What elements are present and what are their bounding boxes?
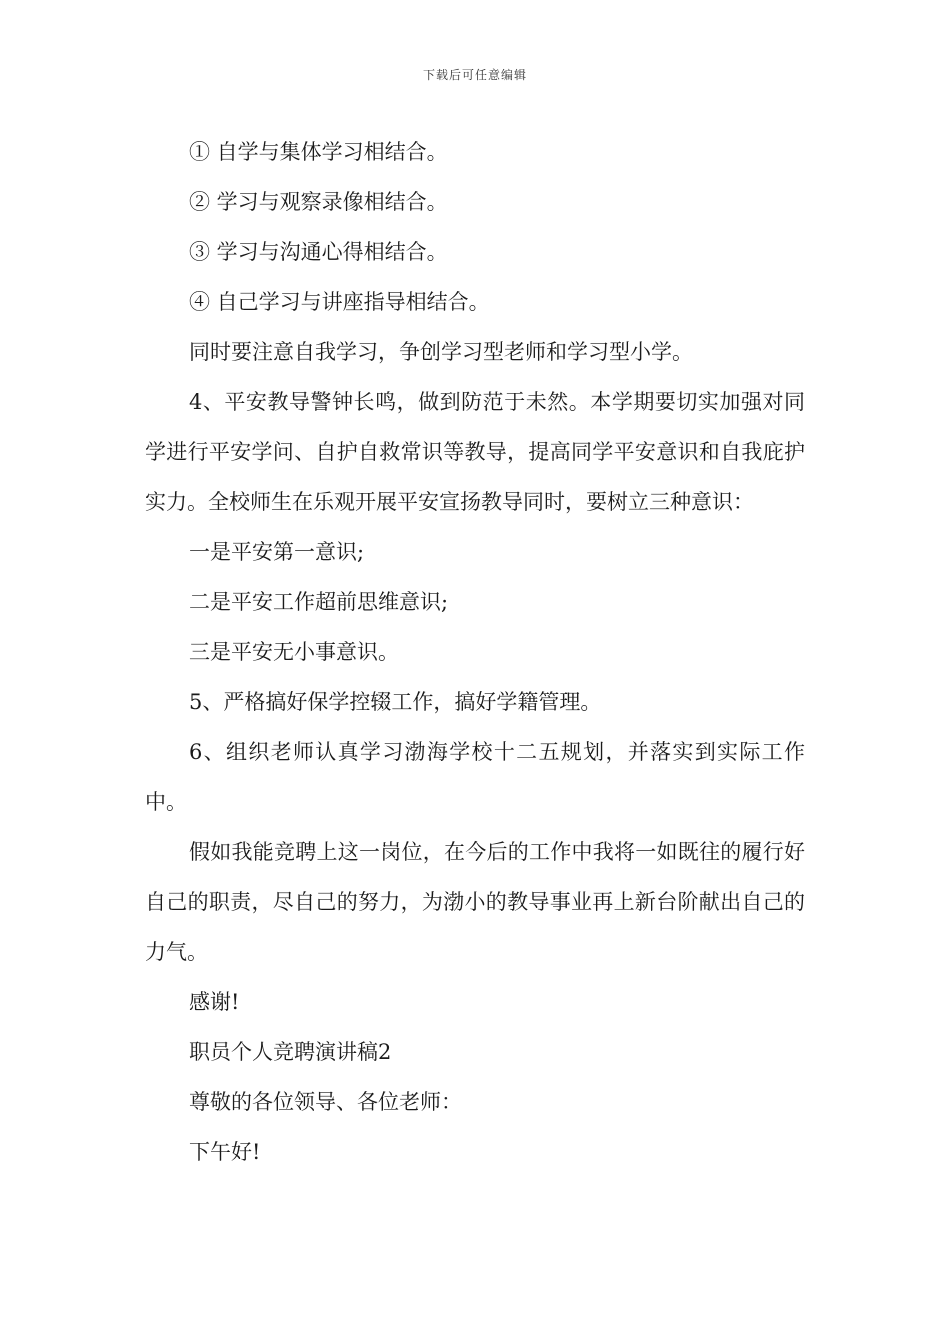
paragraph-awareness-3: 三是平安无小事意识。 xyxy=(189,640,399,664)
paragraph-thanks: 感谢! xyxy=(189,990,240,1014)
header-note: 下载后可任意编辑 xyxy=(422,68,527,82)
paragraph-awareness-2: 二是平安工作超前思维意识; xyxy=(189,590,449,614)
paragraph-commitment: 假如我能竞聘上这一岗位，在今后的工作中我将一如既往的履行好自己的职责，尽自己的努力，为渤小的教导事业再上新台阶献出自己的力气。 xyxy=(145,840,805,964)
section-title: 职员个人竞聘演讲稿2 xyxy=(189,1040,392,1064)
paragraph-greeting-salutation: 尊敬的各位领导、各位老师： xyxy=(189,1090,462,1114)
paragraph-study-method-3: ③ 学习与沟通心得相结合。 xyxy=(189,240,448,264)
paragraph-study-method-1: ① 自学与集体学习相结合。 xyxy=(189,140,448,164)
document-body xyxy=(145,127,805,1177)
paragraph-study-method-2: ② 学习与观察录像相结合。 xyxy=(189,190,448,214)
paragraph-study-method-4: ④ 自己学习与讲座指导相结合。 xyxy=(189,290,490,314)
paragraph-awareness-1: 一是平安第一意识; xyxy=(189,540,365,564)
paragraph-self-study: 同时要注意自我学习，争创学习型老师和学习型小学。 xyxy=(189,340,693,364)
paragraph-safety-education: 4、平安教导警钟长鸣，做到防范于未然。本学期要切实加强对同学进行平安学问、自护自救常识等教导，提高同学平安意识和自我庇护实力。全校师生在乐观开展平安宣扬教导同时，要树立三种意识： xyxy=(145,390,805,514)
paragraph-greeting: 下午好! xyxy=(189,1140,261,1164)
paragraph-school-plan: 6、组织老师认真学习渤海学校十二五规划，并落实到实际工作中。 xyxy=(145,740,805,814)
paragraph-enrollment: 5、严格搞好保学控辍工作，搞好学籍管理。 xyxy=(189,690,602,714)
